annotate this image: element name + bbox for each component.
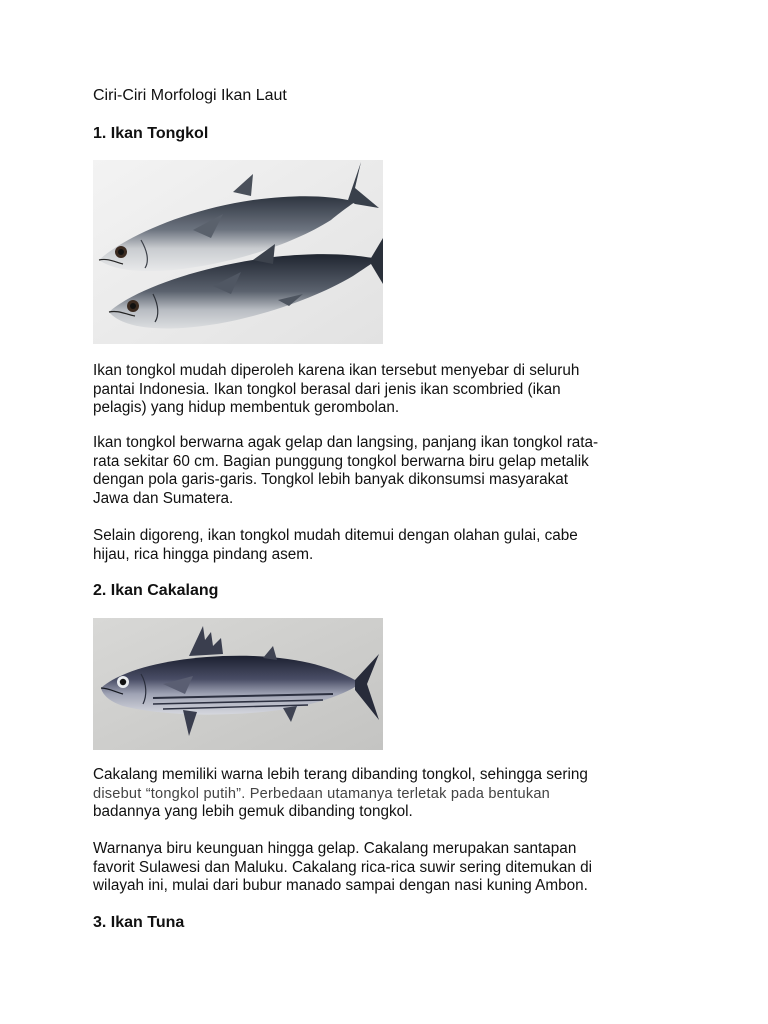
- text-line: wilayah ini, mulai dari bubur manado sampai dengan nasi kuning Ambon.: [93, 877, 588, 895]
- text-line: rata sekitar 60 cm. Bagian punggung tongkol berwarna biru gelap metalik: [93, 452, 589, 470]
- cakalang-paragraph-1: [93, 766, 683, 822]
- text-line: dengan pola garis-garis. Tongkol lebih banyak dikonsumsi masyarakat: [93, 471, 569, 489]
- text-line: hijau, rica hingga pindang asem.: [93, 545, 314, 563]
- tongkol-paragraph-3: [93, 527, 683, 564]
- text-line: disebut “tongkol putih”. Perbedaan utamanya terletak pada bentukan: [93, 785, 550, 802]
- section-heading-cakalang: 2. Ikan Cakalang: [93, 582, 219, 599]
- cakalang-paragraph-2: [93, 840, 683, 896]
- document-title: Ciri-Ciri Morfologi Ikan Laut: [93, 87, 287, 104]
- text-line: Selain digoreng, ikan tongkol mudah ditemui dengan olahan gulai, cabe: [93, 527, 578, 544]
- text-line: pelagis) yang hidup membentuk gerombolan.: [93, 399, 400, 417]
- tongkol-paragraph-2: [93, 434, 683, 508]
- text-line: Jawa dan Sumatera.: [93, 489, 234, 507]
- cakalang-fish-illustration: [93, 618, 383, 750]
- tongkol-photo: [93, 160, 383, 344]
- tongkol-paragraph-1: [93, 362, 683, 418]
- text-line: Warnanya biru keunguan hingga gelap. Cakalang merupakan santapan: [93, 840, 577, 857]
- cakalang-photo: [93, 618, 383, 750]
- section-heading-tuna: 3. Ikan Tuna: [93, 914, 185, 931]
- text-line: favorit Sulawesi dan Maluku. Cakalang rica-rica suwir sering ditemukan di: [93, 858, 593, 876]
- text-line: badannya yang lebih gemuk dibanding tongkol.: [93, 803, 413, 821]
- section-heading-tongkol: 1. Ikan Tongkol: [93, 125, 209, 142]
- text-line: Cakalang memiliki warna lebih terang dibanding tongkol, sehingga sering: [93, 766, 588, 783]
- text-line: Ikan tongkol mudah diperoleh karena ikan tersebut menyebar di seluruh: [93, 362, 580, 379]
- text-line: pantai Indonesia. Ikan tongkol berasal dari jenis ikan scombried (ikan: [93, 380, 561, 398]
- text-line: Ikan tongkol berwarna agak gelap dan langsing, panjang ikan tongkol rata-: [93, 434, 599, 451]
- tongkol-fish-illustration: [93, 160, 383, 344]
